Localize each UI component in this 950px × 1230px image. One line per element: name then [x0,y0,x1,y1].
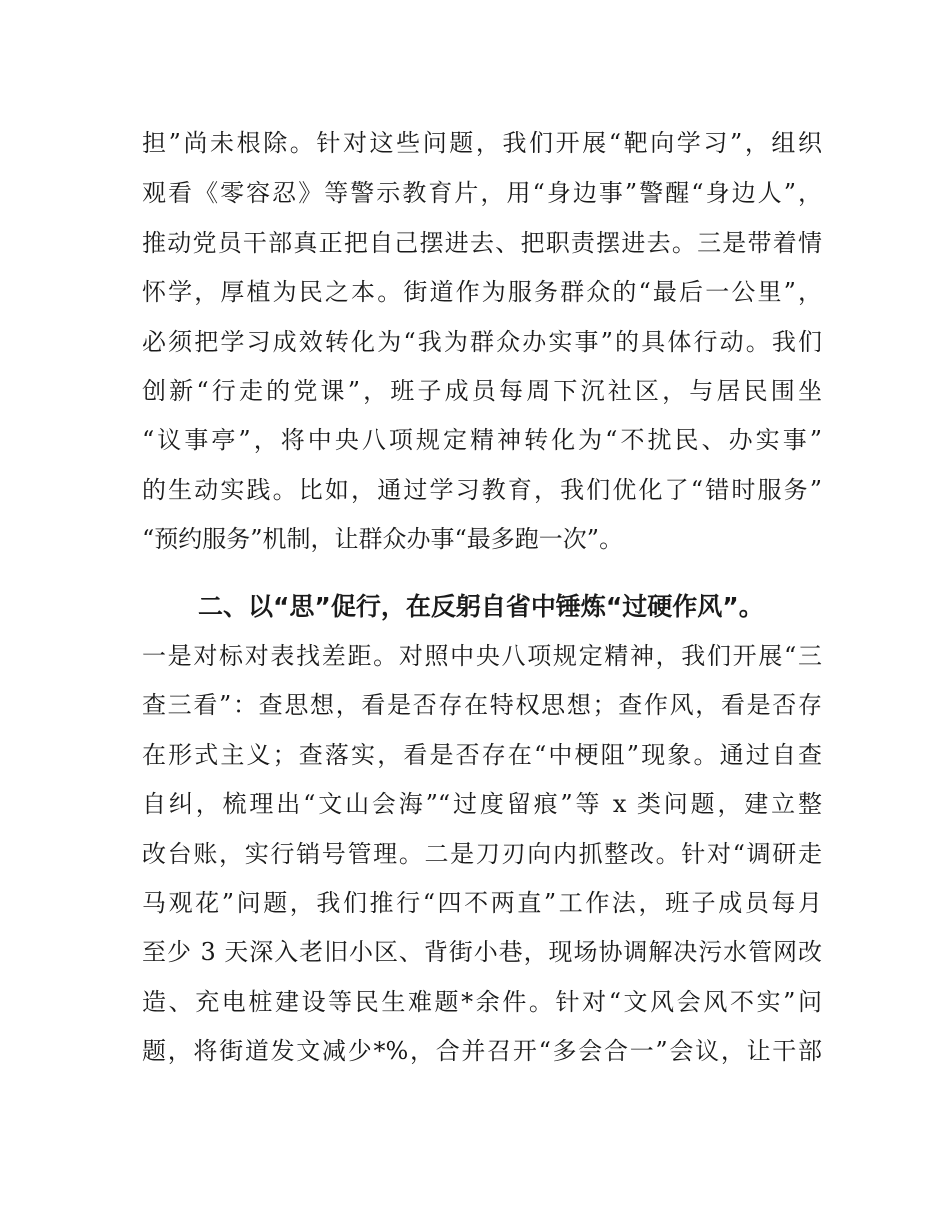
paragraph-1-line-8: 的生动实践。比如，通过学习教育，我们优化了“错时服务” [142,476,822,504]
paragraph-1-line-6: 创新“行走的党课”，班子成员每周下沉社区，与居民围坐 [142,377,822,405]
paragraph-2-line-8: 造、充电桩建设等民生难题*余件。针对“文风会风不实”问 [142,988,822,1016]
section-heading-2: 二、以“思”促行，在反躬自省中锤炼“过硬作风”。 [198,592,764,621]
paragraph-1-line-2: 观看《零容忍》等警示教育片，用“身边事”警醒“身边人”， [142,179,822,207]
paragraph-1-line-9: “预约服务”机制，让群众办事“最多跑一次”。 [142,525,624,553]
paragraph-2-line-7: 至少 3 天深入老旧小区、背街小巷，现场协调解决污水管网改 [142,938,822,966]
paragraph-2-line-3: 在形式主义；查落实，看是否存在“中梗阻”现象。通过自查 [142,741,822,769]
paragraph-1-line-7: “议事亭”，将中央八项规定精神转化为“不扰民、办实事” [142,426,822,454]
paragraph-2-line-2: 查三看”：查思想，看是否存在特权思想；查作风，看是否存 [142,691,822,719]
paragraph-2-line-4: 自纠，梳理出“文山会海”“过度留痕”等 x 类问题，建立整 [142,790,822,818]
paragraph-2-line-1: 一是对标对表找差距。对照中央八项规定精神，我们开展“三 [142,642,822,670]
paragraph-2-line-5: 改台账，实行销号管理。二是刀刃向内抓整改。针对“调研走 [142,840,822,868]
paragraph-1-line-1: 担”尚未根除。针对这些问题，我们开展“靶向学习”，组织 [142,129,822,157]
paragraph-2-line-9: 题，将街道发文减少*%，合并召开“多会合一”会议，让干部 [142,1037,822,1065]
paragraph-1-line-5: 必须把学习成效转化为“我为群众办实事”的具体行动。我们 [142,328,822,356]
paragraph-1-line-3: 推动党员干部真正把自己摆进去、把职责摆进去。三是带着情 [142,229,822,257]
paragraph-2-line-6: 马观花”问题，我们推行“四不两直”工作法，班子成员每月 [142,889,822,917]
paragraph-1-line-4: 怀学，厚植为民之本。街道作为服务群众的“最后一公里”， [142,278,822,306]
